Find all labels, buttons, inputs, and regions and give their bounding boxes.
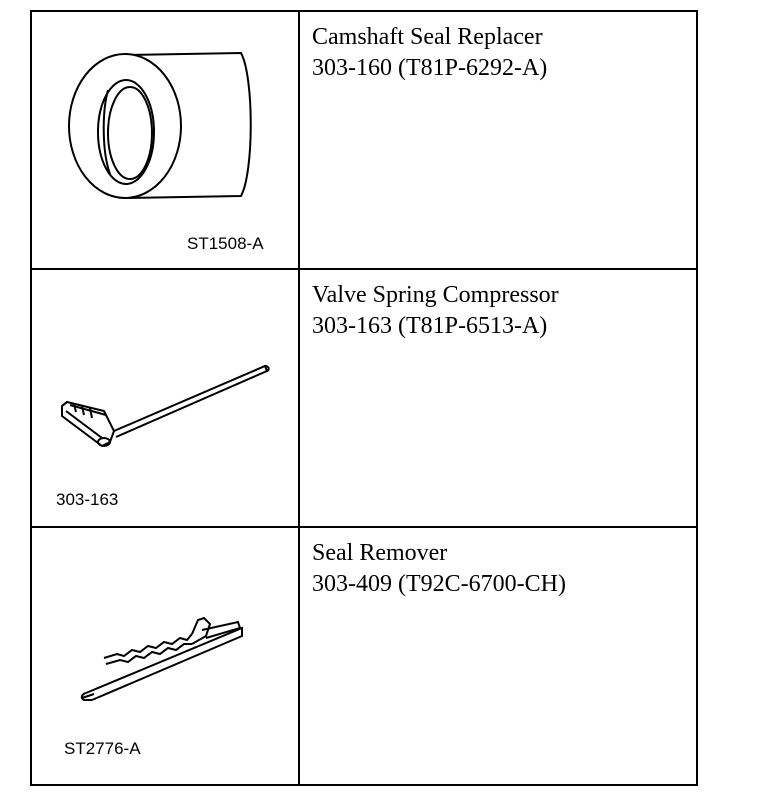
tool-number: 303-163 (T81P-6513-A) (312, 313, 548, 339)
tool-row-valve-spring-compressor (31, 269, 697, 527)
tool-image-cell (31, 269, 299, 527)
tool-description-cell (299, 269, 697, 527)
tool-name: Camshaft Seal Replacer (312, 24, 543, 50)
tool-number: 303-160 (T81P-6292-A) (312, 55, 548, 81)
tool-image-cell (31, 11, 299, 269)
tool-name: Seal Remover (312, 540, 448, 566)
tool-image-cell (31, 527, 299, 785)
tool-row-seal-remover (31, 527, 697, 785)
tool-name: Valve Spring Compressor (312, 282, 559, 308)
camshaft-seal-replacer-icon (32, 12, 298, 268)
special-tools-table (30, 10, 698, 786)
tool-number: 303-409 (T92C-6700-CH) (312, 571, 566, 597)
figure-code: ST1508-A (187, 234, 264, 253)
figure-code: 303-163 (56, 490, 119, 509)
figure-code: ST2776-A (64, 739, 141, 758)
tool-description-cell (299, 527, 697, 785)
valve-spring-compressor-icon (32, 270, 298, 526)
tool-row-camshaft-seal-replacer (31, 11, 697, 269)
tool-description-cell (299, 11, 697, 269)
